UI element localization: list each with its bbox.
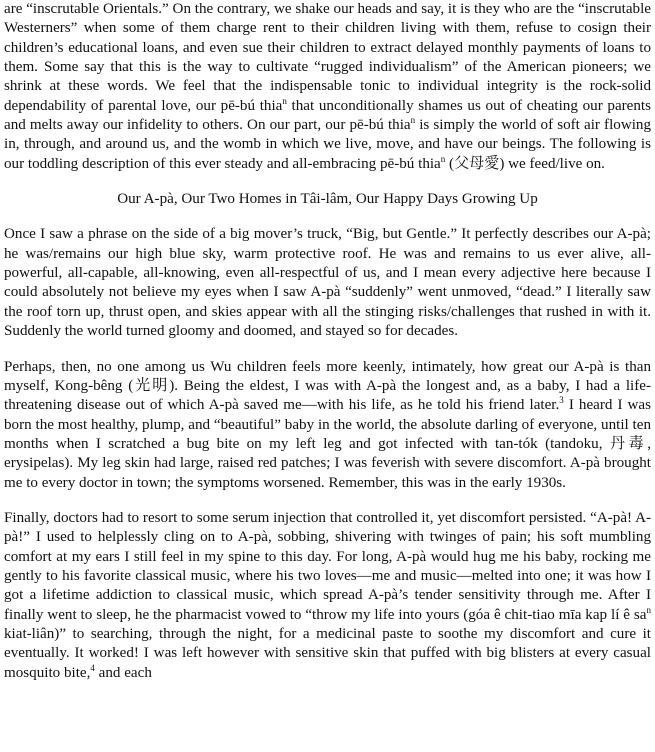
text-run: that unconditionally shames us out of cheating our parents and melts away our infidelity to others. On our part, our pē-bú thia: [4, 97, 651, 134]
superscript-n: n: [410, 115, 416, 126]
text-run: kiat-liân)” to searching, through the night, for a medicinal paste to soothe my discomfort and cure it eventually. It worked! I was left however with sensitive skin that puffed with big blisters at every casual mosquito bite,: [4, 625, 651, 681]
paragraph-big-but-gentle: Once I saw a phrase on the side of a big mover’s truck, “Big, but Gentle.” It perfectly describes our A-pà; he was/remains our high blue sky, warm protective roof. He was and remains to us ever alive, all-powerful, all-capable, all-knowing, even all-respectful of us, and I mean every adjective here because I could absolutely not believe my eyes when I saw A-pà “suddenly” went unmoved, “dead.” I literally saw the roof torn up, thrust open, and skies appear with all the stinging risks/challenges that rushed in with it. Suddenly the world turned gloomy and doomed, and stayed so for decades.: [4, 226, 651, 340]
text-run: Perhaps, then, no one among us Wu children feels more keenly, intimately, how great our A-pà is than myself, Kong-bêng (光明). Being the eldest, I was with A-pà the longest and, as a baby, I had a life-threatening disease out of which A-pà saved me—with his life, as he told his friend later.: [4, 358, 651, 414]
text-run: are “inscrutable Orientals.” On the contrary, we shake our heads and say, it is they who are the “inscrutable Westerners” when some of them charge rent to their children living with them, refuse to cosign their children’s educational loans, and even sue their children to extract delayed monthly payments of loans to them. Some say that this is the way to cultivate “rugged individualism” of the American pioneers; we shrink at these words. We feel that the indispensable tonic to individual integrity is the rock-solid dependability of parental love, our pē-bú thia: [4, 1, 651, 114]
paragraph-gap: [4, 493, 651, 509]
superscript-n: n: [282, 95, 287, 106]
paragraph-intro: [4, 0, 651, 174]
text-run: Finally, doctors had to resort to some serum injection that controlled it, yet discomfort persisted. “A-pà! A-pà!” I used to helplessly cling on to A-pà, sobbing, shivering with twinges of pain; his soft mumbling comfort at my ears I still feel in my spine to this day. For long, A-pà would hug me his baby, rocking me gently to his favorite classical music, where his two loves—me and music—melted into one; it was how I got a lifetime addiction to classical music, which spread A-pà’s tender sensitivity through me. After I finally went to sleep, he the pharmacist vowed to “throw my life into yours (góa ê chit-tiao mīa kap lí ê sa: [4, 509, 651, 623]
paragraph-serum-injection: [4, 509, 651, 683]
paragraph-gap: [4, 209, 651, 225]
text-run: and each: [94, 664, 152, 681]
section-heading: Our A-pà, Our Two Homes in Tâi-lâm, Our Happy Days Growing Up: [117, 191, 538, 208]
paragraph-gap: [4, 174, 651, 190]
footnote-ref-4: 4: [90, 662, 95, 673]
superscript-n: n: [646, 604, 651, 615]
text-run: (父母愛) we feed/live on.: [445, 155, 605, 172]
paragraph-kong-beng: [4, 358, 651, 493]
superscript-n: n: [440, 153, 446, 164]
footnote-ref-3: 3: [559, 395, 564, 406]
text-run: is simply the world of soft air flowing in, through, and around us, and the womb in which we live, move, and have our beings. The following is our toddling description of this ever steady and all-embracing pē-bú thia: [4, 117, 652, 172]
paragraph-gap: [4, 342, 651, 358]
document-page: [4, 0, 651, 683]
text-run: I heard I was born the most healthy, plump, and “beautiful” baby in the world, the absolute darling of everyone, until ten months when I scratched a bug bite on my left leg and got infected with tan-tók (tandoku, 丹毒, erysipelas). My leg skin had large, raised red patches; I was feverish with severe discomfort. A-pà brought me to every doctor in town; the symptoms worsened. Remember, this was in the early 1930s.: [4, 397, 652, 491]
